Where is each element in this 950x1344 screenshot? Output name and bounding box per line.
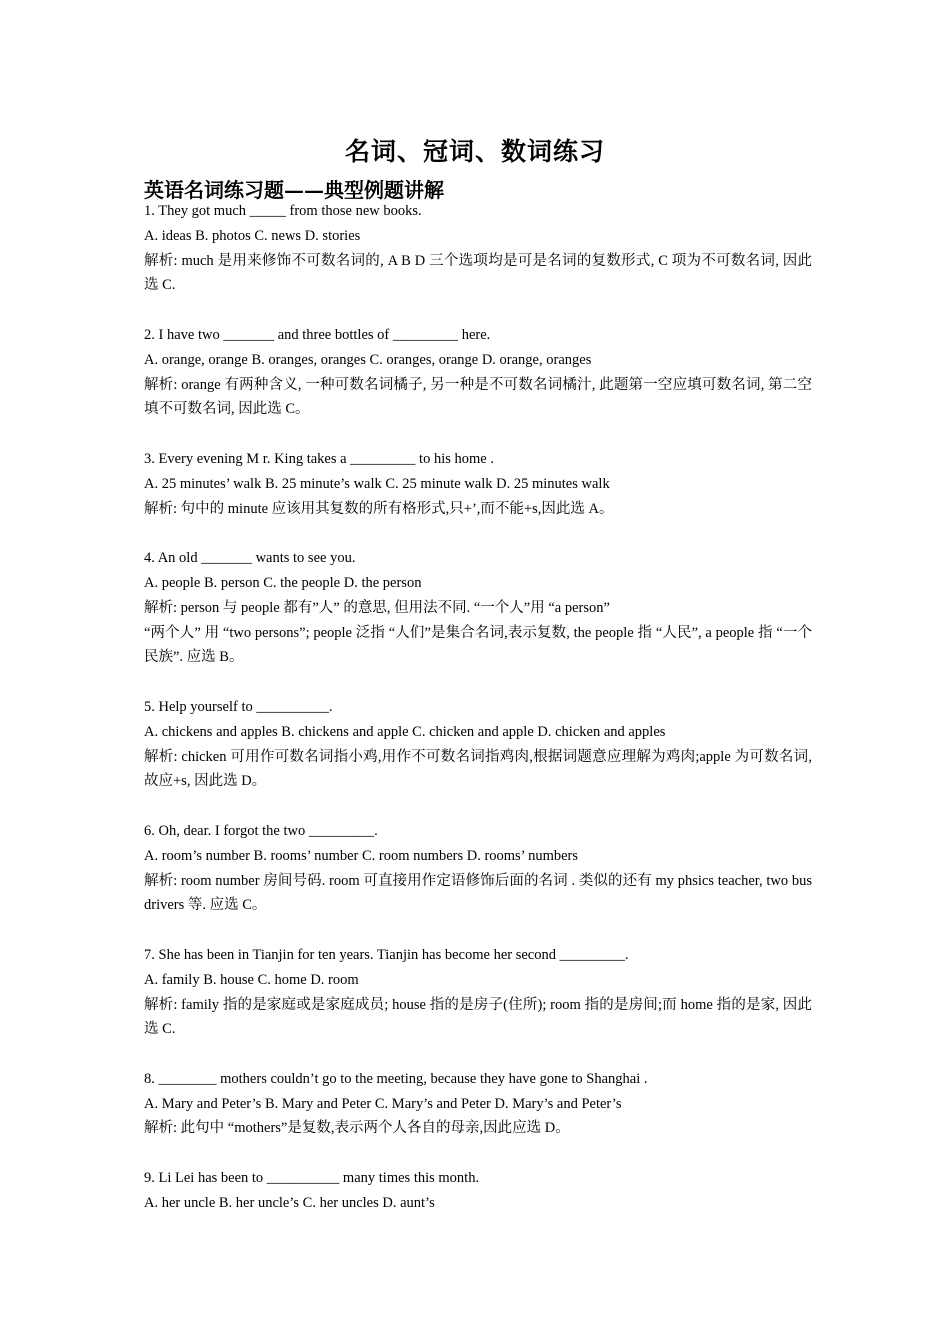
- question-item: [144, 199, 812, 298]
- question-stem: 7. She has been in Tianjin for ten years. Tianjin has become her second _________.: [144, 946, 629, 963]
- question-item: [144, 447, 812, 521]
- question-options: A. people B. person C. the people D. the person: [144, 574, 422, 591]
- question-item: [144, 1166, 812, 1216]
- question-analysis: 解析: orange 有两种含义, 一种可数名词橘子, 另一种是不可数名词橘汁, 此题第一空应填可数名词, 第二空填不可数名词, 因此选 C。: [144, 376, 812, 418]
- question-stem: 4. An old _______ wants to see you.: [144, 550, 356, 567]
- question-stem: 9. Li Lei has been to __________ many times this month.: [144, 1170, 480, 1187]
- question-options: A. orange, orange B. oranges, oranges C. oranges, orange D. orange, oranges: [144, 351, 592, 368]
- question-options: A. Mary and Peter’s B. Mary and Peter C. Mary’s and Peter D. Mary’s and Peter’s: [144, 1095, 622, 1112]
- question-item: [144, 943, 812, 1042]
- question-item: [144, 323, 812, 422]
- question-options: A. family B. house C. home D. room: [144, 971, 359, 988]
- question-analysis: 解析: 句中的 minute 应该用其复数的所有格形式,只+’,而不能+s,因此选 A。: [144, 500, 614, 517]
- question-stem: 2. I have two _______ and three bottles of _________ here.: [144, 326, 491, 343]
- question-options: A. room’s number B. rooms’ number C. room numbers D. rooms’ numbers: [144, 847, 579, 864]
- question-stem: 6. Oh, dear. I forgot the two _________.: [144, 822, 378, 839]
- question-analysis: 解析: much 是用来修饰不可数名词的, A B D 三个选项均是可是名词的复数形式, C 项为不可数名词, 因此选 C.: [144, 252, 812, 294]
- question-stem: 3. Every evening M r. King takes a _________ to his home .: [144, 450, 494, 467]
- question-analysis-continued: “两个人” 用 “two persons”; people 泛指 “人们”是集合名词,表示复数, the people 指 “人民”, a people 指 “一个民族”. 应选 B。: [144, 624, 812, 666]
- question-options: A. chickens and apples B. chickens and apple C. chicken and apple D. chicken and apples: [144, 723, 666, 740]
- page-title: 名词、冠词、数词练习: [344, 137, 605, 166]
- question-item: [144, 819, 812, 918]
- question-item: [144, 695, 812, 794]
- question-analysis: 解析: room number 房间号码. room 可直接用作定语修饰后面的名词 . 类似的还有 my phsics teacher, two bus drivers 等. 应选 C。: [144, 872, 812, 914]
- question-stem: 8. ________ mothers couldn’t go to the meeting, because they have gone to Shanghai .: [144, 1070, 648, 1087]
- question-analysis: 解析: family 指的是家庭或是家庭成员; house 指的是房子(住所); room 指的是房间;而 home 指的是家, 因此选 C.: [144, 996, 812, 1038]
- question-stem: 1. They got much _____ from those new books.: [144, 203, 422, 219]
- question-item: [144, 1067, 812, 1141]
- question-stem: 5. Help yourself to __________.: [144, 698, 333, 715]
- question-options: A. 25 minutes’ walk B. 25 minute’s walk C. 25 minute walk D. 25 minutes walk: [144, 475, 610, 492]
- question-analysis: 解析: chicken 可用作可数名词指小鸡,用作不可数名词指鸡肉,根据词题意应理解为鸡肉;apple 为可数名词, 故应+s, 因此选 D。: [144, 748, 812, 790]
- section-heading: 英语名词练习题——典型例题讲解: [144, 178, 444, 202]
- question-options: A. ideas B. photos C. news D. stories: [144, 227, 361, 244]
- question-analysis: 解析: person 与 people 都有”人” 的意思, 但用法不同. “一个人”用 “a person”: [144, 599, 610, 616]
- question-item: [144, 546, 812, 670]
- question-analysis: 解析: 此句中 “mothers”是复数,表示两个人各自的母亲,因此应选 D。: [144, 1120, 570, 1137]
- question-options: A. her uncle B. her uncle’s C. her uncles D. aunt’s: [144, 1194, 435, 1211]
- exercise-list: [144, 199, 812, 1216]
